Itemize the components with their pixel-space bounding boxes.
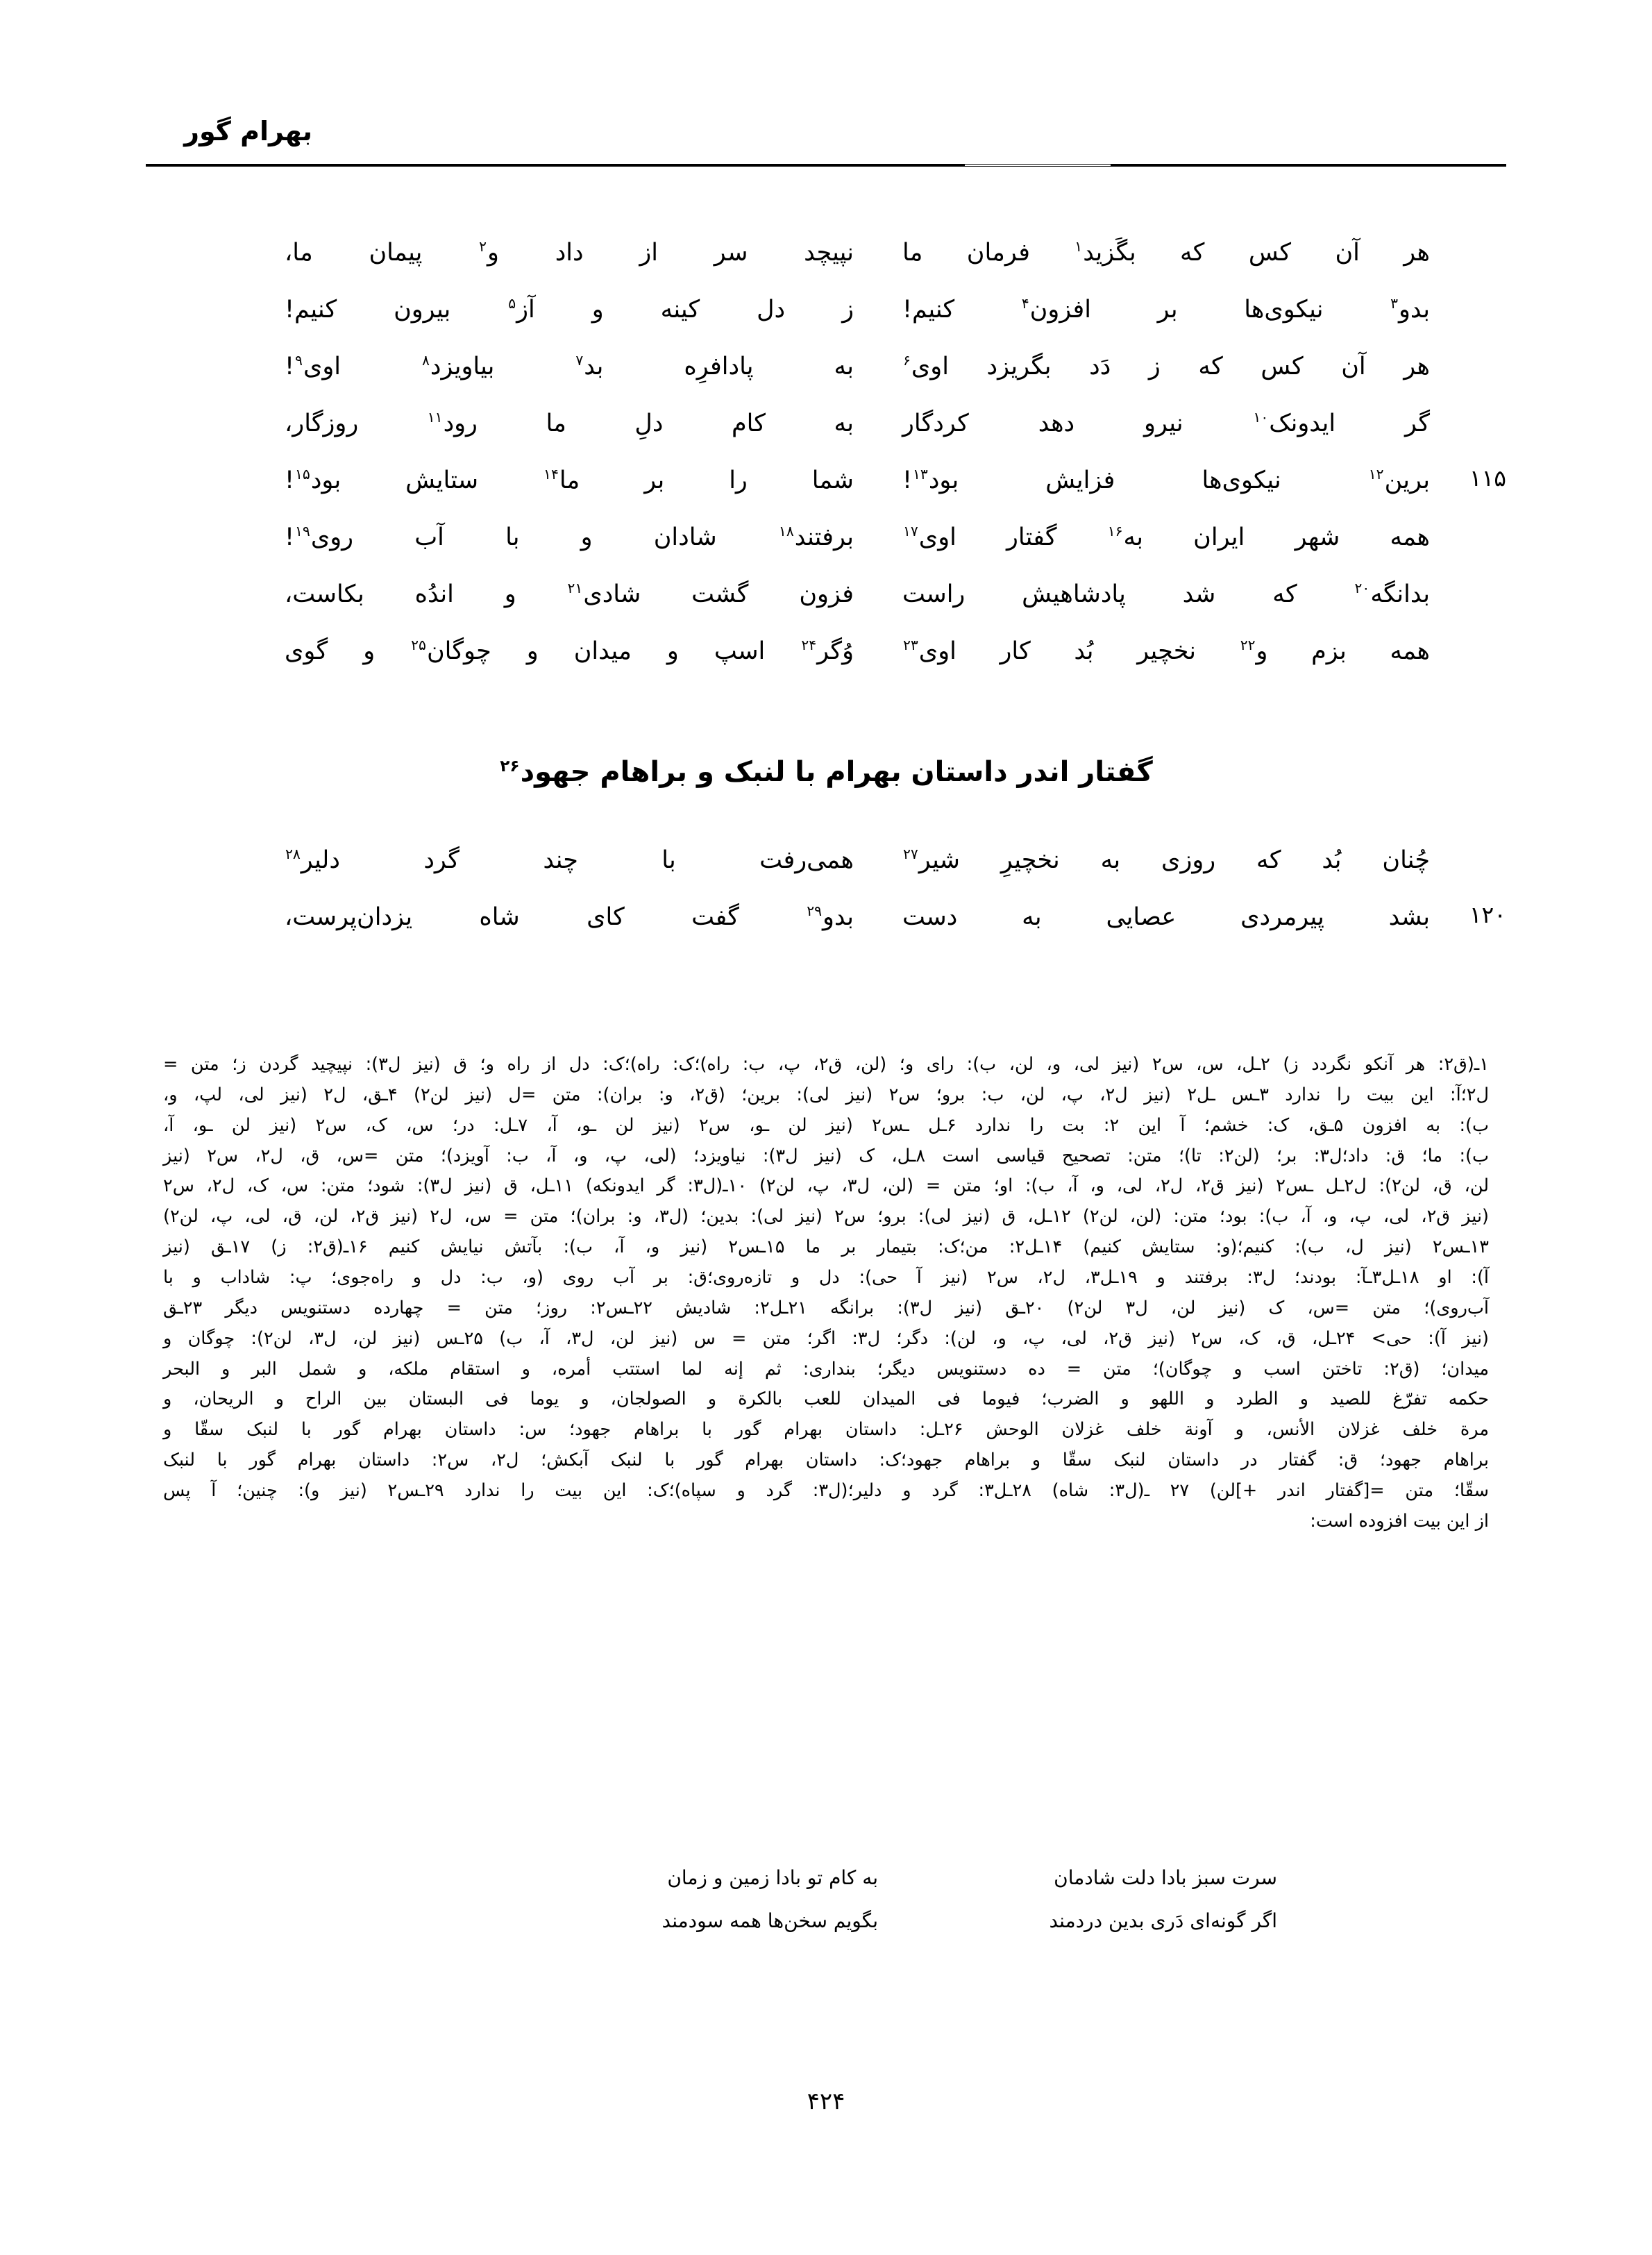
appended-couplets bbox=[146, 1861, 1506, 1947]
verse-row bbox=[146, 571, 1506, 628]
appended-hemistich-second: به کام تو بادا زمین و زمان bbox=[667, 1866, 878, 1889]
hemistich-second: نپیچد سر از داد و$^۲$ پیمان ما، bbox=[285, 238, 854, 267]
verse-number: ۱۱۵ bbox=[1469, 464, 1506, 492]
verse-row bbox=[146, 286, 1506, 343]
hemistich-first: همه بزم و$^{۲۲}$ نخچیر بُد کار اوی$^{۲۳}$ bbox=[903, 637, 1430, 665]
verse-row bbox=[146, 628, 1506, 685]
header-rule bbox=[146, 164, 1506, 167]
section-heading-text: گفتار اندر داستان بهرام با لنبک و براهام جهود bbox=[520, 756, 1153, 788]
page-header bbox=[146, 118, 1506, 194]
apparatus-line: سقّا؛ متن =[گفتار اندر +]لن) ۲۷ ـ(ل۳: شاه) ۲۸ـل۳: گرد و دلیر؛(ل۳: گرد و سپاه)؛ک: این بیت را ندارد ۲۹ـس۲ (نیز و): چنین؛ آ پس bbox=[163, 1480, 1489, 1502]
hemistich-second: فزون گشت شادی$^{۲۱}$ و اندُه بکاست، bbox=[285, 580, 854, 608]
apparatus-line: (نیز ق۲، لی، پ، و، آ، ب): بود؛ متن: (لن، لن۲) ۱۲ـل، ق (نیز لی): برو؛ س۲ (نیز لی): بدین؛ (ل۳، و: بران)؛ متن = س، ل۲ (نیز ق۲، لن، ق، لی، پ، لن۲) bbox=[163, 1206, 1489, 1227]
appended-hemistich-second: بگویم سخن‌ها همه سودمند bbox=[661, 1909, 878, 1932]
verse-number: ۱۲۰ bbox=[1469, 901, 1506, 928]
apparatus-line: از این بیت افزوده است: bbox=[1310, 1510, 1489, 1532]
apparatus-line: براهام جهود؛ ق: گفتار در داستان لنبک سقّا و براهام جهود؛ک: داستان بهرام گور با لنبک آبکش؛ ل۲، س۲: داستان بهرام گور با لنبک bbox=[163, 1450, 1490, 1471]
apparatus-line: (نیز آ): حی> ۲۴ـل، ق، ک، س۲ (نیز ق۲، لی، پ، و، لن): دگر؛ ل۳: اگر؛ متن = س (نیز لن، ل۳، آ، ب) ۲۵ـس (نیز لن، ل۳، لن۲): چوگان و bbox=[163, 1327, 1489, 1349]
apparatus-line: آب‌روی)؛ متن =س، ک (نیز لن، ل۳ لن۲) ۲۰ـق (نیز ل۳): برانگه ۲۱ـل۲: شادیش ۲۲ـس۲: روز؛ متن = چهارده دستنویس دیگر ۲۳ـق bbox=[163, 1297, 1489, 1318]
apparatus-line: ب): به افزون ۵ـق، ک: خشم؛ آ این ۲: بت را ندارد ۶ـل ـس۲ (نیز لن ـو، س۲ (نیز لن ـو، آ، ۷ـل: در؛ س، ک، س۲ (نیز لن ـو، آ، bbox=[163, 1114, 1489, 1136]
apparatus-line: آ): او ۱۸ـل۳ـآ: بودند؛ ل۳: برفتند و ۱۹ـل۳، ل۲، س۲ (نیز آ حی): دل و تازه‌روی؛ق: بر آب روی (و، ب: دل و راه‌جوی؛ پ: شاداب و با bbox=[163, 1267, 1489, 1289]
verse-row bbox=[146, 229, 1506, 286]
hemistich-second: ز دل کینه و آز$^۵$ بیرون کنیم! bbox=[285, 295, 854, 324]
critical-apparatus bbox=[163, 1050, 1489, 1537]
appended-hemistich-first: اگر گونه‌ای دَری بدین دردمند bbox=[1049, 1909, 1277, 1932]
running-head-title: بهرام گور bbox=[184, 116, 312, 146]
folio-number: ۴۲۴ bbox=[807, 2088, 845, 2115]
hemistich-first: همه شهر ایران به$^{۱۶}$ گفتار اوی$^{۱۷}$ bbox=[903, 523, 1430, 551]
apparatus-line: ۱۳ـس۲ (نیز ل، ب): کنیم؛(و: ستایش کنیم) ۱۴ـل۲: من؛ک: بتیمار بر ما ۱۵ـس۲ (نیز و، آ، ب): بآتش نیایش کنیم ۱۶ـ(ق۲: ز) ۱۷ـق (نیز bbox=[163, 1237, 1489, 1258]
verse-row bbox=[146, 894, 1506, 950]
apparatus-line: حکمه تفرّغ للصید و الطرد و اللهو و الضرب؛ فیوما فی المیدان للعب بالکرة و الصولجان، و یوما فی البستان بین الراح و الریحان، و bbox=[163, 1389, 1489, 1410]
apparatus-line: ۱ـ(ق۲: هر آنکو نگردد ز) ۲ـل، س، س۲ (نیز لی، و، لن، ب): رای و؛ (لن، ق۲، پ، ب: راه)؛ک: راه)؛ک: دل از راه و؛ ق (نیز ل۳): نپیچید گردن ز؛ متن = bbox=[163, 1054, 1489, 1075]
apparatus-line: ل۲؛آ: این بیت را ندارد ۳ـس ـل۲ (نیز ل۲، پ، لن، ب: برو؛ س۲ (نیز لی): برین؛ (ق۲، و: بران): متن =ل (نیز لن۲) ۴ـق، ل۲ (نیز لی، لپ، و، bbox=[163, 1084, 1489, 1105]
verse-row bbox=[146, 514, 1506, 571]
verse-block-before-heading bbox=[146, 229, 1506, 685]
apparatus-line: مرة خلف غزلان الأنس، و آونة خلف غزلان الوحش ۲۶ـل: داستان بهرام گور با براهام جهود؛ س: داستان بهرام گور با لنبک سقّا و bbox=[163, 1419, 1489, 1441]
hemistich-second: به کام دلِ ما رود$^{۱۱}$ روزگار، bbox=[285, 409, 854, 437]
appended-verse-row bbox=[146, 1904, 1506, 1947]
hemistich-first: برین$^{۱۲}$ نیکوی‌ها فزایش بود$^{۱۳}$! bbox=[902, 466, 1430, 494]
hemistich-second: به پادافرِه بد$^۷$ بیاویزد$^۸$ اوی$^۹$! bbox=[285, 352, 854, 380]
apparatus-line: ب): ما؛ ق: داد؛ل۳: بر؛ (لن۲: تا)؛ متن: تصحیح قیاسی است ۸ـل، ک (نیز ل۳): نیاویزد؛ (لی، پ، و، آ، ب: آویزد)؛ متن =س، ق، ل۲، س۲ (نیز bbox=[163, 1145, 1490, 1166]
hemistich-first: هر آن کس که بگَزید$^۱$ فرمان ما bbox=[902, 238, 1430, 267]
hemistich-second: وُگر$^{۲۴}$ اسپ و میدان و چوگان$^{۲۵}$ و گوی bbox=[285, 637, 854, 665]
verse-row bbox=[146, 400, 1506, 457]
verse-row bbox=[146, 837, 1506, 894]
hemistich-first: بدو$^۳$ نیکوی‌ها بر افزون$^۴$ کنیم! bbox=[902, 295, 1430, 324]
hemistich-first: چُنان بُد که روزی به نخچیرِ شیر$^{۲۷}$ bbox=[903, 846, 1430, 874]
section-heading-footnote-marker: ۲۶ bbox=[500, 756, 520, 776]
verse-row bbox=[146, 343, 1506, 400]
hemistich-second: بدو$^{۲۹}$ گفت کای شاه یزدان‌پرست، bbox=[285, 903, 854, 931]
hemistich-second: همی‌رفت با چند گرد دلیر$^{۲۸}$ bbox=[285, 846, 854, 874]
appended-verse-row bbox=[146, 1861, 1506, 1904]
appended-hemistich-first: سرت سبز بادا دلت شادمان bbox=[1054, 1866, 1277, 1889]
verse-row bbox=[146, 457, 1506, 514]
hemistich-second: برفتند$^{۱۸}$ شادان و با آب روی$^{۱۹}$! bbox=[285, 523, 854, 551]
hemistich-second: شما را بر ما$^{۱۴}$ ستایش بود$^{۱۵}$! bbox=[285, 466, 854, 494]
hemistich-first: بدانگه$^{۲۰}$ که شد پادشاهیش راست bbox=[902, 580, 1430, 608]
section-heading bbox=[146, 757, 1506, 787]
hemistich-first: بشد پیرمردی عصایی به دست bbox=[902, 903, 1430, 931]
hemistich-first: هر آن کس که ز دَد بگریزد اوی$^۶$ bbox=[903, 352, 1430, 380]
apparatus-line: لن، ق، لن۲): ل۲ـل ـس۲ (نیز ق۲، ل۲، لی، و، آ، ب): او؛ متن = (لن، ل۳، پ، لن۲) ۱۰ـ(ل۳: گر ایدونکه) ۱۱ـل، ق (نیز ل۳): شود؛ متن: س، ک، ل۲، س۲ bbox=[163, 1175, 1490, 1197]
apparatus-line: میدان؛ (ق۲: تاختن اسب و چوگان)؛ متن = ده دستنویس دیگر؛ بنداری: ثم إنه لما استتب أمره، و استقام ملکه، و شمل البر و البحر bbox=[163, 1358, 1489, 1380]
verse-block-after-heading bbox=[146, 837, 1506, 950]
hemistich-first: گر ایدونک$^{۱۰}$ نیرو دهد کردگار bbox=[902, 409, 1430, 437]
